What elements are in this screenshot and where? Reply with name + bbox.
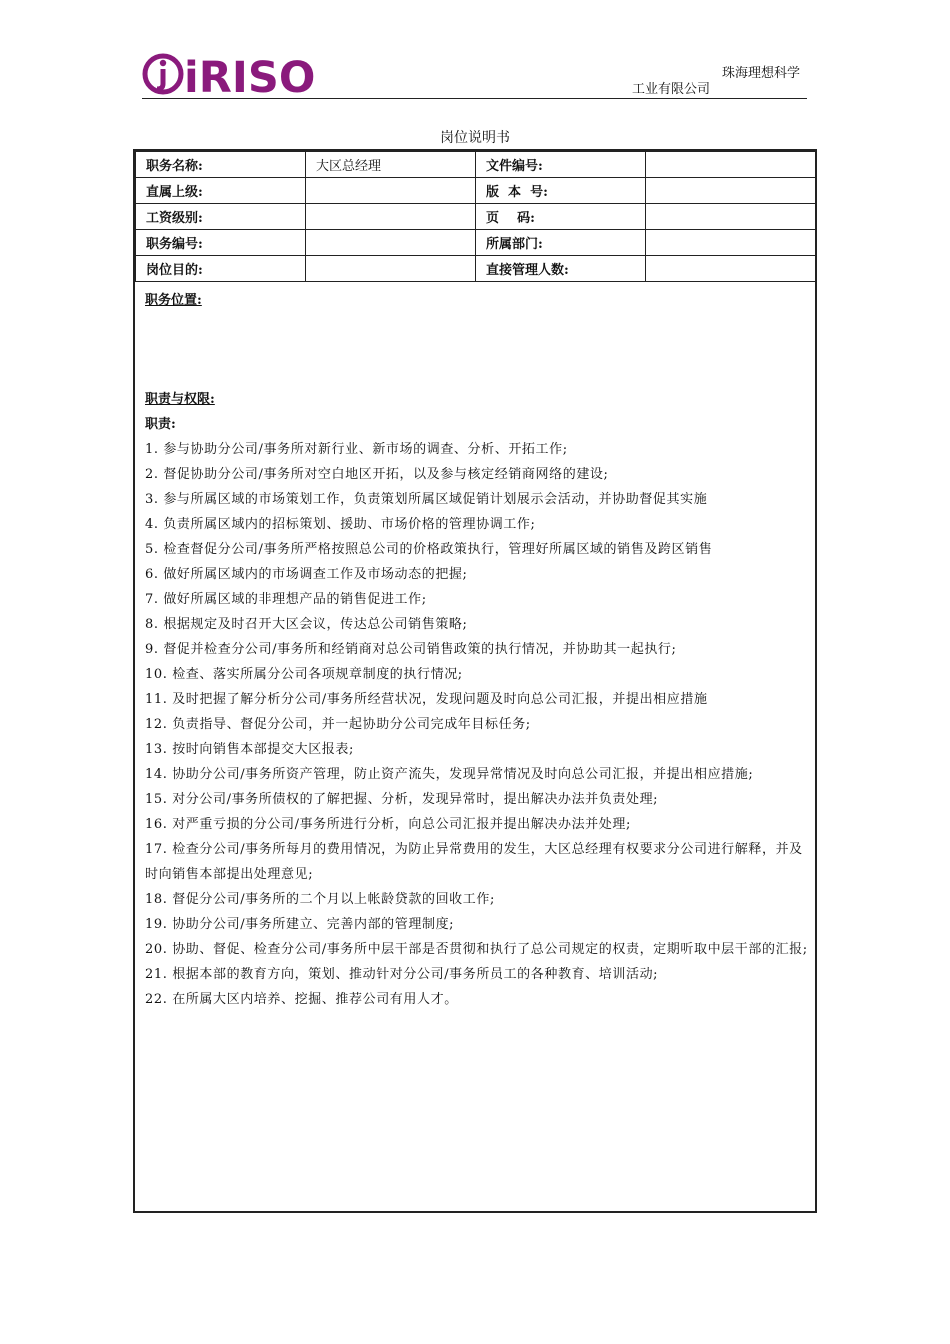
- duty-item: 20. 协助、督促、检查分公司/事务所中层干部是否贯彻和执行了总公司规定的权责，定期听取中层干部的汇报;: [145, 942, 808, 957]
- duty-item: 1. 参与协助分公司/事务所对新行业、新市场的调查、分析、开拓工作;: [145, 442, 568, 457]
- field-label: 直属上级:: [136, 178, 306, 204]
- duty-item: 2. 督促协助分公司/事务所对空白地区开拓，以及参与核定经销商网络的建设;: [145, 467, 609, 482]
- header-divider: [142, 98, 807, 99]
- info-row: [136, 256, 816, 282]
- duty-list: [145, 437, 813, 1012]
- position-heading: 职务位置:: [145, 293, 202, 308]
- field-label: 所属部门:: [476, 230, 646, 256]
- document-title: 岗位说明书: [440, 130, 510, 146]
- info-row: [136, 178, 816, 204]
- duty-item: 13. 按时向销售本部提交大区报表;: [145, 742, 354, 757]
- logo-text: iRISO: [184, 53, 316, 103]
- duty-item: 12. 负责指导、督促分公司，并一起协助分公司完成年目标任务;: [145, 717, 531, 732]
- duty-item: 3. 参与所属区域的市场策划工作，负责策划所属区域促销计划展示会活动，并协助督促其实施: [145, 492, 708, 507]
- field-value: [646, 204, 816, 230]
- field-value: [306, 178, 476, 204]
- duty-item: 7. 做好所属区域的非理想产品的销售促进工作;: [145, 592, 427, 607]
- field-value: [306, 230, 476, 256]
- company-name: 珠海理想科学 工业有限公司: [632, 66, 800, 97]
- duty-item: 21. 根据本部的教育方向，策划、推动针对分公司/事务所员工的各种教育、培训活动;: [145, 967, 659, 982]
- field-value: [646, 152, 816, 178]
- field-value: [646, 178, 816, 204]
- duty-item: 8. 根据规定及时召开大区会议，传达总公司销售策略;: [145, 617, 468, 632]
- info-row: [136, 230, 816, 256]
- duty-item: 22. 在所属大区内培养、挖掘、推荐公司有用人才。: [145, 992, 458, 1007]
- responsibility-heading: 职责与权限:: [145, 392, 215, 407]
- position-blank: [145, 313, 813, 387]
- field-label: 职务名称:: [136, 152, 306, 178]
- field-label: 职务编号:: [136, 230, 306, 256]
- duty-item: 4. 负责所属区域内的招标策划、援助、市场价格的管理协调工作;: [145, 517, 536, 532]
- field-value: [306, 256, 476, 282]
- info-row: [136, 152, 816, 178]
- field-label: 版 本 号:: [476, 178, 646, 204]
- field-value: 大区总经理: [306, 152, 476, 178]
- field-label: 页 码:: [476, 204, 646, 230]
- duty-item: 9. 督促并检查分公司/事务所和经销商对总公司销售政策的执行情况，并协助其一起执行;: [145, 642, 677, 657]
- field-value: [646, 230, 816, 256]
- duty-item: 17. 检查分公司/事务所每月的费用情况，为防止异常费用的发生，大区总经理有权要求分公司进行解释，并及时向销售本部提出处理意见;: [145, 842, 803, 882]
- duty-item: 6. 做好所属区域内的市场调查工作及市场动态的把握;: [145, 567, 468, 582]
- info-table: [135, 151, 816, 282]
- duty-item: 10. 检查、落实所属分公司各项规章制度的执行情况;: [145, 667, 463, 682]
- duty-item: 16. 对严重亏损的分公司/事务所进行分析，向总公司汇报并提出解决办法并处理;: [145, 817, 631, 832]
- document-body: [145, 288, 813, 1012]
- field-value: [646, 256, 816, 282]
- duty-item: 11. 及时把握了解分析分公司/事务所经营状况，发现问题及时向总公司汇报，并提出相应措施: [145, 692, 708, 707]
- duty-item: 18. 督促分公司/事务所的二个月以上帐龄贷款的回收工作;: [145, 892, 495, 907]
- duty-item: 19. 协助分公司/事务所建立、完善内部的管理制度;: [145, 917, 455, 932]
- duties-heading: 职责:: [145, 417, 176, 432]
- field-label: 岗位目的:: [136, 256, 306, 282]
- field-label: 直接管理人数:: [476, 256, 646, 282]
- info-row: [136, 204, 816, 230]
- field-label: 工资级别:: [136, 204, 306, 230]
- field-label: 文件编号:: [476, 152, 646, 178]
- company-logo: [142, 50, 316, 103]
- duty-item: 14. 协助分公司/事务所资产管理，防止资产流失，发现异常情况及时向总公司汇报，并提出相应措施;: [145, 767, 754, 782]
- duty-item: 15. 对分公司/事务所债权的了解把握、分析，发现异常时，提出解决办法并负责处理;: [145, 792, 659, 807]
- duty-item: 5. 检查督促分公司/事务所严格按照总公司的价格政策执行，管理好所属区域的销售及跨区销售: [145, 542, 713, 557]
- field-value: [306, 204, 476, 230]
